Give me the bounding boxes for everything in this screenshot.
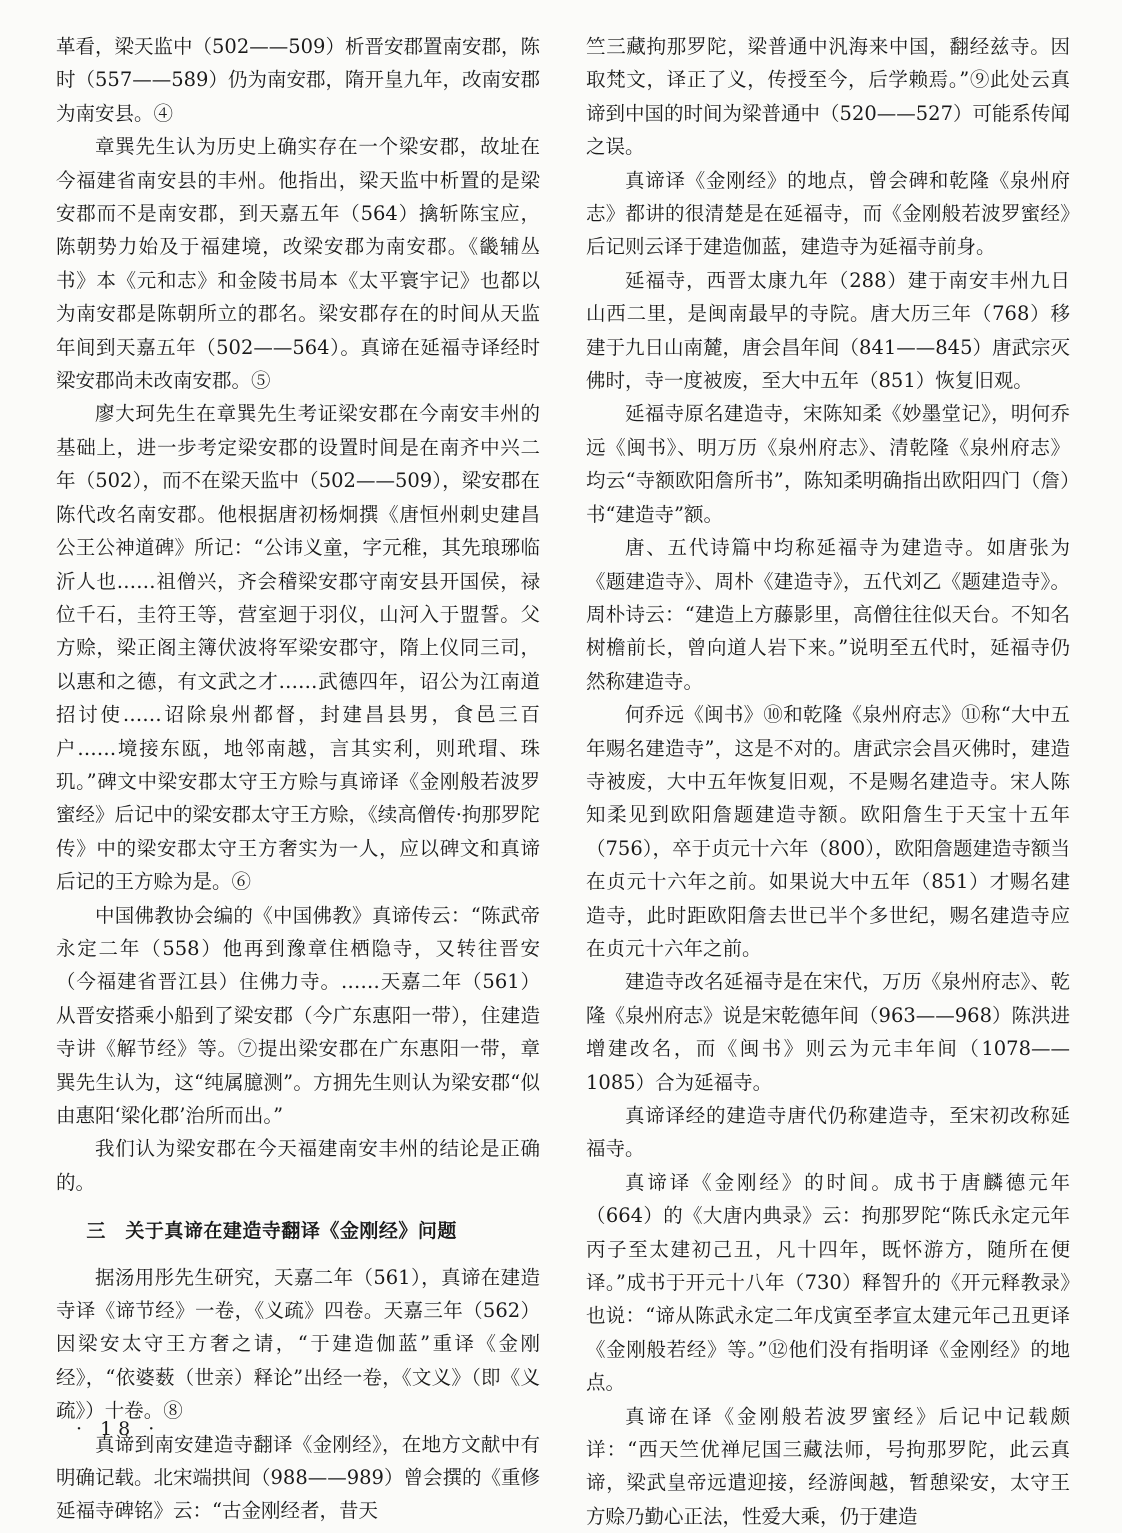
paragraph: 廖大珂先生在章巽先生考证梁安郡在今南安丰州的基础上，进一步考定梁安郡的设置时间是在南齐中兴二年（502），而不在梁天监中（502——509），梁安郡在陈代改名南安郡。他根据唐初杨炯撰《唐恒州刺史建昌公王公神道碑》所记：“公讳义童，字元稚，其先琅琊临沂人也……祖僧兴，齐会稽梁安郡守南安县开国侯，禄位千石，圭符王等，营室迴于羽仪，山河入于盟誓。父方赊，梁正阁主簿伏波将军梁安郡守，隋上仪同三司，以惠和之德，有文武之才……武德四年，诏公为江南道招讨使……诏除泉州都督，封建昌县男，食邑三百户……境接东瓯，地邻南越，言其实利，则玳瑁、珠玑。”碑文中梁安郡太守王方赊与真谛译《金刚般若波罗蜜经》后记中的梁安郡太守王方赊，《续高僧传·拘那罗陀传》中的梁安郡太守王方奢实为一人，应以碑文和真谛后记的王方赊为是。⑥ xyxy=(56,402,540,894)
paragraph: 竺三藏拘那罗陀，梁普通中汎海来中国，翻经兹寺。因取梵文，译正了义，传授至今，后学赖焉。”⑨此处云真谛到中国的时间为梁普通中（520——527）可能系传闻之误。 xyxy=(586,35,1070,159)
paragraph: 真谛译《金刚经》的地点，曾会碑和乾隆《泉州府志》都讲的很清楚是在延福寺，而《金刚般若波罗蜜经》后记则云译于建造伽蓝，建造寺为延福寺前身。 xyxy=(586,168,1070,259)
paragraph: 建造寺改名延福寺是在宋代，万历《泉州府志》、乾隆《泉州府志》说是宋乾德年间（963——968）陈洪进增建改名，而《闽书》则云为元丰年间（1078——1085）合为延福寺。 xyxy=(586,970,1070,1094)
paragraph: 唐、五代诗篇中均称延福寺为建造寺。如唐张为《题建造寺》、周朴《建造寺》，五代刘乙《题建造寺》。周朴诗云：“建造上方藤影里，高僧往往似天台。不知名树檐前长，曾向道人岩下来。”说明至五代时，延福寺仍然称建造寺。 xyxy=(586,536,1070,693)
paragraph: 真谛到南安建造寺翻译《金刚经》，在地方文献中有明确记载。北宋端拱间（988——989）曾会撰的《重修延福寺碑铭》云：“古金刚经者，昔天 xyxy=(56,1432,540,1523)
paragraph: 章巽先生认为历史上确实存在一个梁安郡，故址在今福建省南安县的丰州。他指出，梁天监中析置的是梁安郡而不是南安郡，到天嘉五年（564）擒斩陈宝应，陈朝势力始及于福建境，改梁安郡为南安郡。《畿辅丛书》本《元和志》和金陵书局本《太平寰宇记》也都以为南安郡是陈朝所立的郡名。梁安郡存在的时间从天监年间到天嘉五年（502——564）。真谛在延福寺译经时梁安郡尚未改南安郡。⑤ xyxy=(56,135,540,393)
left-column xyxy=(56,30,540,1528)
right-column xyxy=(586,30,1070,1533)
paragraph: 何乔远《闽书》⑩和乾隆《泉州府志》⑪称“大中五年赐名建造寺”，这是不对的。唐武宗会昌灭佛时，建造寺被废，大中五年恢复旧观，不是赐名建造寺。宋人陈知柔见到欧阳詹题建造寺额。欧阳詹生于天宝十五年（756），卒于贞元十六年（800），欧阳詹题建造寺额当在贞元十六年之前。如果说大中五年（851）才赐名建造寺，此时距欧阳詹去世已半个多世纪，赐名建造寺应在贞元十六年之前。 xyxy=(586,703,1070,960)
paragraph: 延福寺，西晋太康九年（288）建于南安丰州九日山西二里，是闽南最早的寺院。唐大历三年（768）移建于九日山南麓，唐会昌年间（841——845）唐武宗灭佛时，寺一度被废，至大中五年（851）恢复旧观。 xyxy=(586,268,1070,393)
section-heading: 三 关于真谛在建造寺翻译《金刚经》问题 xyxy=(86,1220,457,1243)
paragraph: 真谛在译《金刚般若波罗蜜经》后记中记载颇详：“西天竺优禅尼国三藏法师，号拘那罗陀，此云真谛，梁武皇帝远遣迎接，经游闽越，暂憩梁安，太守王方赊乃勤心正法，性爱大乘，仍于建造 xyxy=(586,1404,1070,1528)
paragraph: 真谛译《金刚经》的时间。成书于唐麟德元年（664）的《大唐内典录》云：拘那罗陀“陈氏永定元年丙子至太建初己丑，凡十四年，既怀游方，随所在便译。”成书于开元十八年（730）释智升的《开元释教录》也说：“谛从陈武永定二年戊寅至孝宣太建元年己丑更译《金刚般若经》等。”⑫他们没有指明译《金刚经》的地点。 xyxy=(586,1170,1070,1395)
page-number: · 18 · xyxy=(76,1418,161,1440)
paragraph: 中国佛教协会编的《中国佛教》真谛传云：“陈武帝永定二年（558）他再到豫章住栖隐寺，又转往晋安（今福建省晋江县）住佛力寺。……天嘉二年（561）从晋安搭乘小船到了梁安郡（今广东惠阳一带），住建造寺讲《解节经》等。⑦提出梁安郡在广东惠阳一带，章巽先生认为，这“纯属臆测”。方拥先生则认为梁安郡“似由惠阳‘梁化郡’治所而出。” xyxy=(56,903,540,1127)
paragraph: 真谛译经的建造寺唐代仍称建造寺，至宋初改称延福寺。 xyxy=(586,1104,1070,1161)
paragraph: 延福寺原名建造寺，宋陈知柔《妙墨堂记》，明何乔远《闽书》、明万历《泉州府志》、清乾隆《泉州府志》均云“寺额欧阳詹所书”，陈知柔明确指出欧阳四门（詹）书“建造寺”额。 xyxy=(586,402,1070,526)
paragraph: 革看，梁天监中（502——509）析晋安郡置南安郡，陈时（557——589）仍为南安郡，隋开皇九年，改南安郡为南安县。④ xyxy=(56,35,540,125)
paragraph: 我们认为梁安郡在今天福建南安丰州的结论是正确的。 xyxy=(56,1137,540,1194)
paragraph: 据汤用彤先生研究，天嘉二年（561），真谛在建造寺译《谛节经》一卷，《义疏》四卷。天嘉三年（562）因梁安太守王方奢之请，“于建造伽蓝”重译《金刚经》，“依婆薮（世亲）释论”出经一卷，《文义》（即《义疏》）十卷。⑧ xyxy=(56,1265,540,1423)
